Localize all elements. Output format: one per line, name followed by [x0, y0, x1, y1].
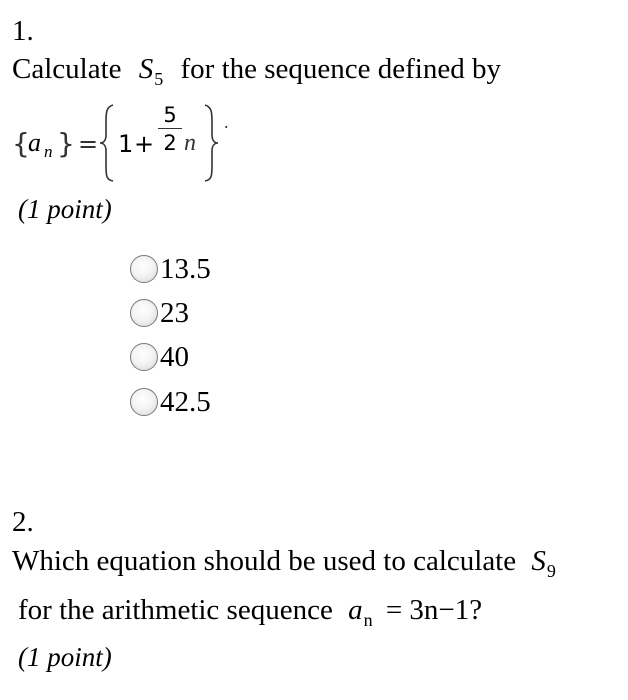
fraction-bar — [158, 128, 182, 129]
left-brace-small: { — [12, 127, 30, 160]
fraction-numerator: 5 — [163, 103, 177, 127]
q2-sum-index: 9 — [546, 561, 556, 581]
q1-option-2[interactable] — [130, 294, 189, 332]
fraction-denominator: 2 — [163, 131, 177, 155]
radio-button[interactable] — [130, 388, 158, 416]
q1-option-4[interactable] — [130, 383, 211, 421]
q2-seq-term: a — [348, 594, 363, 626]
period-dot: . — [224, 112, 229, 132]
q1-rest: for the sequence defined by — [180, 53, 501, 85]
q1-number: 1. — [12, 15, 34, 47]
equals-sign: = — [78, 130, 99, 158]
q1-points: (1 point) — [18, 194, 112, 224]
q2-prompt-line2 — [18, 593, 482, 630]
q2-sum-symbol: S — [531, 545, 546, 577]
right-brace-large — [200, 103, 220, 183]
option-label: 23 — [160, 296, 189, 329]
q2-number: 2. — [12, 506, 34, 538]
plus-sign: + — [134, 130, 155, 158]
q1-option-1[interactable] — [130, 250, 211, 288]
q1-prompt — [12, 52, 501, 89]
seq-term: a — [28, 128, 41, 157]
fraction — [158, 103, 182, 155]
radio-button[interactable] — [130, 299, 158, 327]
term-one: 1 — [118, 130, 134, 158]
q2-formula: = 3n−1? — [385, 594, 483, 626]
q1-option-3[interactable] — [130, 338, 189, 376]
q1-sum-symbol: S — [138, 53, 154, 85]
q2-points: (1 point) — [18, 642, 112, 672]
seq-index: n — [44, 142, 53, 161]
q2-seq-index: n — [363, 610, 373, 630]
option-label: 40 — [160, 340, 189, 373]
radio-button[interactable] — [130, 255, 158, 283]
q2-line1-text: Which equation should be used to calculate — [12, 545, 517, 577]
q2-prompt-line1 — [12, 544, 556, 581]
option-label: 42.5 — [160, 385, 211, 418]
radio-button[interactable] — [130, 343, 158, 371]
var-n: n — [184, 130, 196, 156]
left-brace-large — [98, 103, 118, 183]
right-brace-small: } — [57, 127, 75, 160]
q1-intro: Calculate — [12, 53, 122, 85]
q1-sum-index: 5 — [154, 69, 164, 89]
option-label: 13.5 — [160, 252, 211, 285]
q2-line2-text: for the arithmetic sequence — [18, 594, 333, 626]
